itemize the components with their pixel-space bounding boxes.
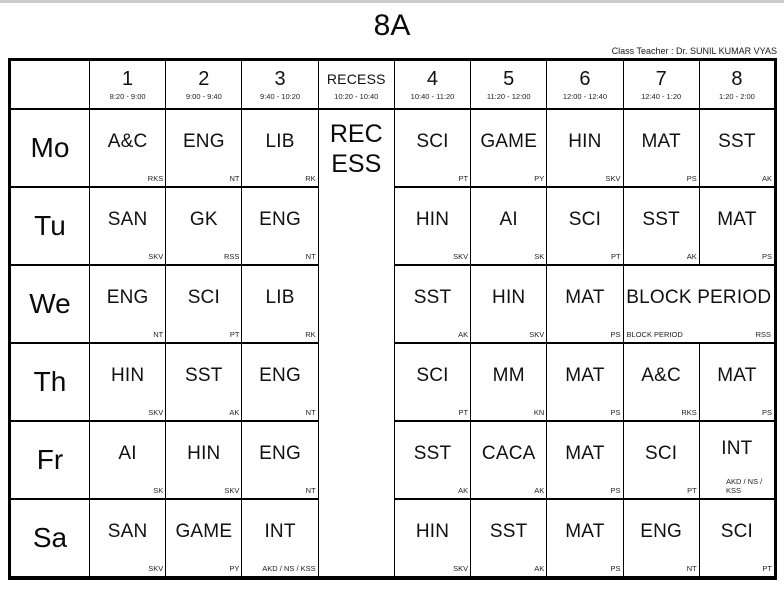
teacher-code: PS [610, 407, 621, 417]
cell-we-p3 [242, 265, 318, 343]
cell-mo-p4 [394, 109, 470, 187]
period-time: 9:00 - 9:40 [185, 91, 222, 101]
period-header-7 [623, 60, 699, 109]
subject: ENG [259, 442, 301, 464]
period-header-3 [242, 60, 318, 109]
teacher-code: RK [305, 173, 316, 183]
subject: MAT [717, 208, 757, 230]
period-number: 7 [655, 67, 667, 90]
subject: MAT [717, 364, 757, 386]
cell-fr-p5 [471, 421, 547, 499]
corner-cell [10, 60, 90, 109]
teacher-code: NT [305, 407, 316, 417]
cell-tu-p3 [242, 187, 318, 265]
teacher-code: AKD / NS / KSS [726, 476, 763, 495]
teacher-code: PT [229, 329, 240, 339]
subject: SCI [568, 208, 602, 230]
day-label-mo: Mo [10, 109, 90, 187]
subject: MM [492, 364, 525, 386]
teacher-code: AK [686, 251, 697, 261]
subject: ENG [106, 286, 149, 308]
subject: HIN [110, 364, 145, 386]
cell-we-p1 [90, 265, 166, 343]
cell-th-p3 [242, 343, 318, 421]
teacher-code: AK [761, 173, 772, 183]
cell-mo-p5 [471, 109, 547, 187]
teacher-code: PS [610, 563, 621, 573]
subject: AI [499, 208, 518, 230]
period-header-row [10, 60, 776, 109]
cell-mo-p1 [90, 109, 166, 187]
subject: SCI [187, 286, 220, 308]
subject: ENG [640, 520, 683, 542]
subject: SST [413, 442, 452, 464]
period-time: 12:40 - 1:20 [641, 91, 682, 101]
period-number: 5 [503, 67, 515, 90]
subject: LIB [265, 286, 295, 308]
subject: MAT [565, 442, 605, 464]
cell-tu-p2 [166, 187, 242, 265]
teacher-code: AKD / NS / KSS [262, 563, 316, 573]
cell-sa-p1 [90, 499, 166, 578]
cell-sa-p6 [547, 499, 623, 578]
teacher-code: SKV [148, 563, 164, 573]
cell-mo-p7 [623, 109, 699, 187]
teacher-code: PT [687, 485, 697, 495]
period-header-4 [394, 60, 470, 109]
subject: HIN [187, 442, 221, 464]
teacher-code: SKV [605, 173, 621, 183]
cell-fr-p8 [699, 421, 775, 499]
cell-sa-p8 [699, 499, 775, 578]
subject: ENG [182, 130, 225, 152]
period-header-8 [699, 60, 775, 109]
cell-mo-p2 [166, 109, 242, 187]
teacher-code: SKV [148, 251, 164, 261]
teacher-code: SK [534, 251, 545, 261]
cell-sa-p5 [471, 499, 547, 578]
subject: SST [642, 208, 680, 230]
teacher-code: SKV [529, 329, 545, 339]
subject: INT [264, 520, 296, 542]
block-period-footer-left: BLOCK PERIOD [626, 329, 683, 339]
cell-we-p6 [547, 265, 623, 343]
teacher-code: NT [229, 173, 240, 183]
period-number: 3 [274, 67, 286, 90]
subject: HIN [492, 286, 526, 308]
period-time: 11:20 - 12:00 [486, 91, 531, 101]
subject: GK [189, 208, 218, 230]
teacher-code: PS [610, 485, 621, 495]
subject: HIN [415, 208, 450, 230]
teacher-code: AK [534, 563, 545, 573]
subject: SST [185, 364, 223, 386]
subject: SST [718, 130, 756, 152]
teacher-code: RKS [681, 407, 697, 417]
cell-we-block-period [623, 265, 775, 343]
teacher-code: NT [305, 251, 316, 261]
subject: SCI [416, 364, 449, 386]
cell-fr-p7 [623, 421, 699, 499]
subject: SCI [720, 520, 754, 542]
top-divider [0, 0, 784, 3]
subject: SST [413, 286, 452, 308]
cell-th-p4 [394, 343, 470, 421]
period-header-1 [90, 60, 166, 109]
teacher-code: SKV [453, 563, 469, 573]
teacher-code: PY [229, 563, 240, 573]
cell-th-p1 [90, 343, 166, 421]
teacher-code: PS [610, 329, 621, 339]
cell-fr-p3 [242, 421, 318, 499]
teacher-code: RK [305, 329, 316, 339]
teacher-code: RSS [224, 251, 240, 261]
block-period-footer [624, 330, 774, 342]
day-label-th: Th [10, 343, 90, 421]
subject: SCI [645, 442, 678, 464]
subject: SAN [107, 208, 148, 230]
cell-we-p2 [166, 265, 242, 343]
period-time: 10:40 - 11:20 [410, 91, 455, 101]
teacher-code: PS [686, 173, 697, 183]
period-time: 9:40 - 10:20 [260, 91, 301, 101]
recess-header-label: RECESS [326, 70, 386, 87]
cell-mo-p8 [699, 109, 775, 187]
subject: LIB [265, 130, 295, 152]
period-time: 12:00 - 12:40 [562, 91, 608, 101]
subject: ENG [259, 364, 301, 386]
period-time: 10:20 - 10:40 [334, 91, 379, 101]
day-row-mo [10, 109, 776, 187]
subject: HIN [415, 520, 450, 542]
cell-fr-p1 [90, 421, 166, 499]
day-label-fr: Fr [10, 421, 90, 499]
period-number: 4 [426, 67, 439, 90]
teacher-code: NT [305, 485, 316, 495]
teacher-code: SKV [224, 485, 240, 495]
subject: A&C [641, 364, 681, 386]
teacher-code: PS [761, 407, 772, 417]
cell-fr-p6 [547, 421, 623, 499]
period-header-recess [318, 60, 394, 109]
subject: SAN [107, 520, 148, 542]
period-number: 1 [122, 67, 134, 90]
teacher-code: NT [153, 329, 164, 339]
teacher-code: SKV [453, 251, 469, 261]
period-number: 2 [198, 67, 210, 90]
subject: GAME [480, 130, 538, 152]
cell-tu-p7 [623, 187, 699, 265]
teacher-code: PT [458, 173, 469, 183]
period-header-5 [471, 60, 547, 109]
day-label-we: We [10, 265, 90, 343]
teacher-code: AK [534, 485, 545, 495]
cell-th-p8 [699, 343, 775, 421]
cell-sa-p7 [623, 499, 699, 578]
subject: ENG [259, 208, 301, 230]
teacher-code: PT [610, 251, 621, 261]
teacher-code: AK [229, 407, 240, 417]
subject: BLOCK PERIOD [626, 286, 772, 308]
teacher-code: RSS [755, 329, 771, 339]
teacher-code: SKV [148, 407, 164, 417]
cell-mo-p3 [242, 109, 318, 187]
cell-tu-p5 [471, 187, 547, 265]
period-number: 6 [579, 67, 591, 90]
subject: A&C [107, 130, 148, 152]
teacher-code: PT [762, 563, 772, 573]
cell-th-p2 [166, 343, 242, 421]
subject: GAME [175, 520, 233, 542]
cell-tu-p8 [699, 187, 775, 265]
day-label-tu: Tu [10, 187, 90, 265]
teacher-code: KN [533, 407, 545, 417]
cell-sa-p4 [394, 499, 470, 578]
subject: MAT [565, 364, 605, 386]
teacher-code: AK [458, 329, 469, 339]
subject: SST [489, 520, 528, 542]
teacher-code: NT [686, 563, 697, 573]
period-time: 8:20 - 9:00 [109, 91, 146, 101]
subject: INT [721, 438, 753, 459]
recess-text: RECESS [329, 119, 383, 178]
period-header-2 [166, 60, 242, 109]
teacher-code: PS [761, 251, 772, 261]
period-number: 8 [731, 67, 743, 90]
teacher-code: PT [458, 407, 469, 417]
cell-sa-p3 [242, 499, 318, 578]
period-time: 1:20 - 2:00 [718, 91, 755, 101]
cell-th-p6 [547, 343, 623, 421]
cell-tu-p1 [90, 187, 166, 265]
subject: MAT [565, 286, 605, 308]
cell-fr-p2 [166, 421, 242, 499]
subject: HIN [568, 130, 602, 152]
cell-mo-p6 [547, 109, 623, 187]
recess-column-cell [318, 109, 394, 578]
class-teacher-label: Class Teacher : Dr. SUNIL KUMAR VYAS [611, 46, 777, 56]
cell-tu-p4 [394, 187, 470, 265]
cell-sa-p2 [166, 499, 242, 578]
subject: SCI [416, 130, 449, 152]
subject: AI [118, 442, 137, 464]
page-title: 8A [373, 9, 411, 42]
subject: MAT [565, 520, 605, 542]
day-label-sa: Sa [10, 499, 90, 578]
subject: CACA [481, 442, 536, 464]
cell-tu-p6 [547, 187, 623, 265]
teacher-code: SK [153, 485, 164, 495]
cell-th-p7 [623, 343, 699, 421]
subject: MAT [641, 130, 681, 152]
cell-th-p5 [471, 343, 547, 421]
teacher-code: AK [458, 485, 469, 495]
teacher-code: PY [534, 173, 545, 183]
cell-we-p5 [471, 265, 547, 343]
cell-we-p4 [394, 265, 470, 343]
timetable [8, 58, 777, 580]
period-header-6 [547, 60, 623, 109]
cell-fr-p4 [394, 421, 470, 499]
teacher-code: RKS [147, 173, 164, 183]
